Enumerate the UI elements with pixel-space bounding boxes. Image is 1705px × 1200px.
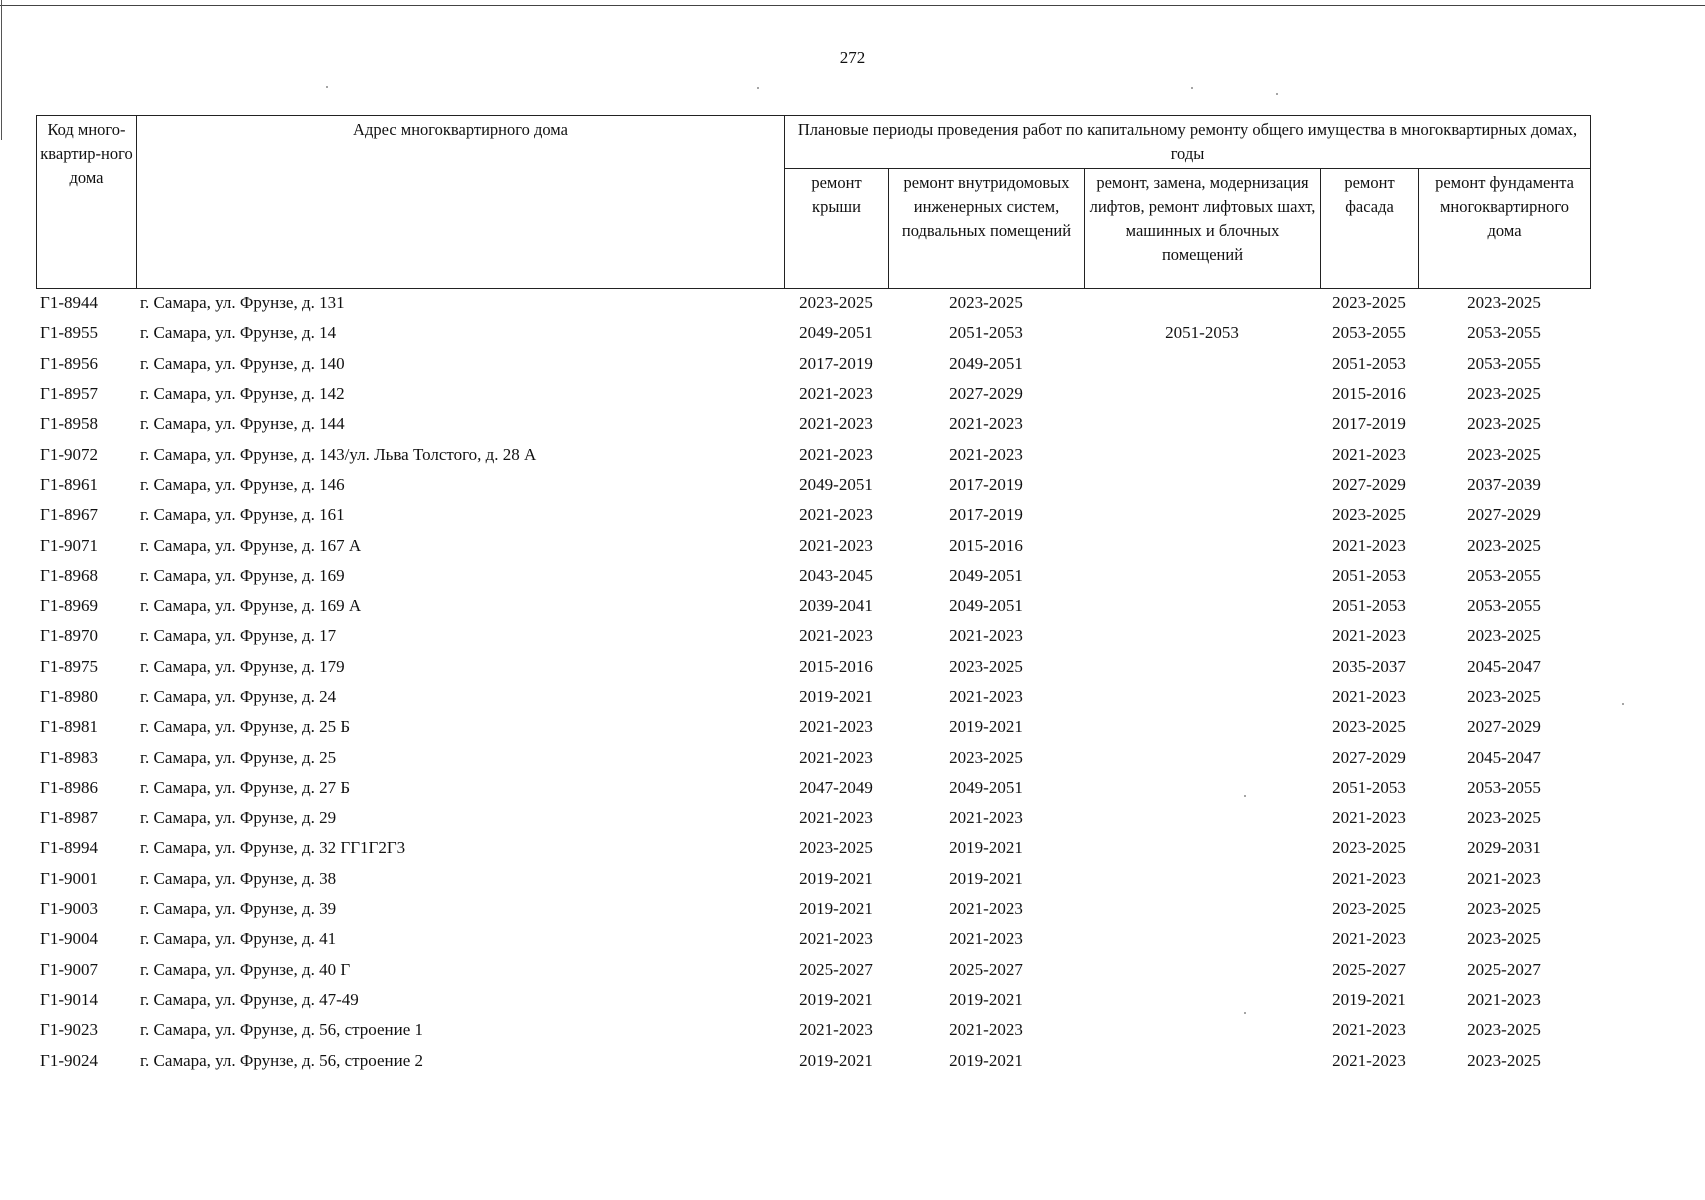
row-foundation: 2053-2055 bbox=[1467, 565, 1541, 585]
scan-speck bbox=[326, 86, 328, 88]
row-code: Г1-8981 bbox=[40, 717, 98, 737]
row-systems: 2019-2021 bbox=[949, 1050, 1023, 1070]
table-row bbox=[36, 682, 1590, 712]
header-address: Адрес многоквартирного дома bbox=[137, 116, 785, 289]
row-systems: 2019-2021 bbox=[949, 868, 1023, 888]
row-code: Г1-9003 bbox=[40, 899, 98, 919]
table-row bbox=[36, 439, 1590, 469]
row-address: г. Самара, ул. Фрунзе, д. 56, строение 2 bbox=[140, 1050, 424, 1070]
row-roof: 2023-2025 bbox=[799, 838, 873, 858]
row-address: г. Самара, ул. Фрунзе, д. 169 А bbox=[140, 596, 362, 616]
row-roof: 2049-2051 bbox=[799, 323, 873, 343]
table-row bbox=[36, 470, 1590, 500]
row-address: г. Самара, ул. Фрунзе, д. 17 bbox=[140, 626, 337, 646]
row-code: Г1-8975 bbox=[40, 656, 98, 676]
table-row bbox=[36, 318, 1590, 348]
row-facade: 2021-2023 bbox=[1332, 929, 1406, 949]
row-foundation: 2023-2025 bbox=[1467, 414, 1541, 434]
row-facade: 2021-2023 bbox=[1332, 868, 1406, 888]
row-code: Г1-8968 bbox=[40, 565, 98, 585]
row-facade: 2051-2053 bbox=[1332, 565, 1406, 585]
scan-speck bbox=[757, 87, 759, 89]
row-roof: 2019-2021 bbox=[799, 868, 873, 888]
row-foundation: 2023-2025 bbox=[1467, 687, 1541, 706]
row-foundation: 2023-2025 bbox=[1467, 293, 1541, 313]
row-facade: 2015-2016 bbox=[1332, 384, 1406, 404]
row-foundation: 2023-2025 bbox=[1467, 444, 1541, 464]
row-foundation: 2027-2029 bbox=[1467, 717, 1541, 737]
row-facade: 2021-2023 bbox=[1332, 444, 1406, 464]
row-code: Г1-9007 bbox=[40, 959, 98, 979]
row-address: г. Самара, ул. Фрунзе, д. 38 bbox=[140, 868, 337, 888]
row-facade: 2051-2053 bbox=[1332, 596, 1406, 616]
row-code: Г1-9023 bbox=[40, 1020, 98, 1040]
row-facade: 2035-2037 bbox=[1332, 656, 1406, 676]
row-foundation: 2023-2025 bbox=[1467, 1020, 1541, 1040]
row-address: г. Самара, ул. Фрунзе, д. 179 bbox=[140, 656, 345, 676]
header-code: Код много-квартир-ного дома bbox=[37, 116, 137, 289]
row-systems: 2023-2025 bbox=[949, 293, 1023, 313]
row-roof: 2021-2023 bbox=[799, 717, 873, 737]
row-systems: 2021-2023 bbox=[949, 899, 1023, 919]
row-code: Г1-8969 bbox=[40, 596, 98, 616]
row-facade: 2021-2023 bbox=[1332, 687, 1406, 706]
table-row bbox=[36, 924, 1590, 954]
table-row bbox=[36, 288, 1590, 318]
scan-speck bbox=[1276, 93, 1278, 95]
header-lifts: ремонт, замена, модернизация лифтов, ремонт лифтовых шахт, машинных и блочных помещений bbox=[1085, 169, 1321, 289]
row-address: г. Самара, ул. Фрунзе, д. 40 Г bbox=[140, 959, 351, 979]
header-roof: ремонт крыши bbox=[785, 169, 889, 289]
row-code: Г1-9004 bbox=[40, 929, 98, 949]
row-facade: 2023-2025 bbox=[1332, 505, 1406, 525]
row-systems: 2019-2021 bbox=[949, 717, 1023, 737]
row-roof: 2019-2021 bbox=[799, 899, 873, 919]
row-code: Г1-8961 bbox=[40, 474, 98, 494]
row-foundation: 2029-2031 bbox=[1467, 838, 1541, 858]
row-systems: 2049-2051 bbox=[949, 353, 1023, 373]
row-systems: 2049-2051 bbox=[949, 777, 1023, 797]
row-roof: 2021-2023 bbox=[799, 384, 873, 404]
row-code: Г1-9072 bbox=[40, 444, 98, 464]
table-row bbox=[36, 591, 1590, 621]
row-roof: 2021-2023 bbox=[799, 505, 873, 525]
row-address: г. Самара, ул. Фрунзе, д. 144 bbox=[140, 414, 345, 434]
row-foundation: 2037-2039 bbox=[1467, 474, 1541, 494]
row-roof: 2047-2049 bbox=[799, 777, 873, 797]
row-address: г. Самара, ул. Фрунзе, д. 161 bbox=[140, 505, 345, 525]
table-row bbox=[36, 561, 1590, 591]
row-facade: 2023-2025 bbox=[1332, 717, 1406, 737]
row-address: г. Самара, ул. Фрунзе, д. 142 bbox=[140, 384, 345, 404]
row-foundation: 2021-2023 bbox=[1467, 868, 1541, 888]
row-facade: 2027-2029 bbox=[1332, 747, 1406, 767]
row-systems: 2049-2051 bbox=[949, 565, 1023, 585]
row-code: Г1-8987 bbox=[40, 808, 98, 828]
row-roof: 2017-2019 bbox=[799, 353, 873, 373]
row-roof: 2019-2021 bbox=[799, 687, 873, 706]
table-header bbox=[36, 115, 1591, 289]
row-foundation: 2023-2025 bbox=[1467, 899, 1541, 919]
row-systems: 2021-2023 bbox=[949, 687, 1023, 706]
row-address: г. Самара, ул. Фрунзе, д. 39 bbox=[140, 899, 337, 919]
row-code: Г1-8986 bbox=[40, 777, 98, 797]
table-row bbox=[36, 1045, 1590, 1075]
row-facade: 2051-2053 bbox=[1332, 777, 1406, 797]
row-facade: 2025-2027 bbox=[1332, 959, 1406, 979]
table-row bbox=[36, 712, 1590, 742]
table-row bbox=[36, 864, 1590, 894]
row-roof: 2049-2051 bbox=[799, 474, 873, 494]
scan-speck bbox=[1622, 703, 1624, 705]
table-row bbox=[36, 500, 1590, 530]
scan-left-border bbox=[1, 0, 2, 140]
row-facade: 2021-2023 bbox=[1332, 1020, 1406, 1040]
table-row bbox=[36, 1015, 1590, 1045]
row-address: г. Самара, ул. Фрунзе, д. 27 Б bbox=[140, 777, 351, 797]
row-address: г. Самара, ул. Фрунзе, д. 143/ул. Льва Толстого, д. 28 А bbox=[140, 444, 537, 464]
row-foundation: 2023-2025 bbox=[1467, 929, 1541, 949]
row-code: Г1-8956 bbox=[40, 353, 98, 373]
row-foundation: 2045-2047 bbox=[1467, 747, 1541, 767]
table-row bbox=[36, 652, 1590, 682]
table-row bbox=[36, 803, 1590, 833]
row-roof: 2025-2027 bbox=[799, 959, 873, 979]
header-systems: ремонт внутридомовых инженерных систем, подвальных помещений bbox=[889, 169, 1085, 289]
row-systems: 2015-2016 bbox=[949, 535, 1023, 555]
row-systems: 2027-2029 bbox=[949, 384, 1023, 404]
row-lifts: 2051-2053 bbox=[1165, 323, 1239, 343]
row-foundation: 2053-2055 bbox=[1467, 777, 1541, 797]
row-facade: 2021-2023 bbox=[1332, 808, 1406, 828]
table-row bbox=[36, 773, 1590, 803]
row-code: Г1-8970 bbox=[40, 626, 98, 646]
row-foundation: 2023-2025 bbox=[1467, 626, 1541, 646]
row-systems: 2021-2023 bbox=[949, 808, 1023, 828]
row-roof: 2023-2025 bbox=[799, 293, 873, 313]
row-address: г. Самара, ул. Фрунзе, д. 56, строение 1 bbox=[140, 1020, 424, 1040]
table-row bbox=[36, 742, 1590, 772]
row-roof: 2021-2023 bbox=[799, 1020, 873, 1040]
row-roof: 2021-2023 bbox=[799, 444, 873, 464]
row-address: г. Самара, ул. Фрунзе, д. 24 bbox=[140, 687, 337, 706]
row-facade: 2053-2055 bbox=[1332, 323, 1406, 343]
row-systems: 2051-2053 bbox=[949, 323, 1023, 343]
row-foundation: 2021-2023 bbox=[1467, 989, 1541, 1009]
row-foundation: 2023-2025 bbox=[1467, 808, 1541, 828]
row-roof: 2021-2023 bbox=[799, 414, 873, 434]
row-address: г. Самара, ул. Фрунзе, д. 41 bbox=[140, 929, 337, 949]
row-code: Г1-9001 bbox=[40, 868, 98, 888]
row-facade: 2023-2025 bbox=[1332, 899, 1406, 919]
row-facade: 2017-2019 bbox=[1332, 414, 1406, 434]
row-address: г. Самара, ул. Фрунзе, д. 146 bbox=[140, 474, 345, 494]
row-code: Г1-9024 bbox=[40, 1050, 98, 1070]
row-systems: 2021-2023 bbox=[949, 929, 1023, 949]
row-roof: 2015-2016 bbox=[799, 656, 873, 676]
row-address: г. Самара, ул. Фрунзе, д. 169 bbox=[140, 565, 345, 585]
row-address: г. Самара, ул. Фрунзе, д. 47-49 bbox=[140, 989, 359, 1009]
row-foundation: 2053-2055 bbox=[1467, 353, 1541, 373]
scan-speck bbox=[1244, 1012, 1246, 1014]
row-code: Г1-8944 bbox=[40, 293, 98, 313]
row-facade: 2023-2025 bbox=[1332, 838, 1406, 858]
table-row bbox=[36, 409, 1590, 439]
scan-top-border bbox=[0, 5, 1705, 6]
row-code: Г1-8955 bbox=[40, 323, 98, 343]
row-facade: 2027-2029 bbox=[1332, 474, 1406, 494]
row-code: Г1-8958 bbox=[40, 414, 98, 434]
header-foundation: ремонт фундамента многоквартирного дома bbox=[1419, 169, 1591, 289]
row-roof: 2019-2021 bbox=[799, 989, 873, 1009]
row-foundation: 2027-2029 bbox=[1467, 505, 1541, 525]
table-row bbox=[36, 894, 1590, 924]
row-code: Г1-8983 bbox=[40, 747, 98, 767]
row-systems: 2023-2025 bbox=[949, 656, 1023, 676]
table-body bbox=[36, 288, 1590, 1076]
row-roof: 2021-2023 bbox=[799, 626, 873, 646]
row-roof: 2019-2021 bbox=[799, 1050, 873, 1070]
table-row bbox=[36, 379, 1590, 409]
row-facade: 2051-2053 bbox=[1332, 353, 1406, 373]
table-row bbox=[36, 621, 1590, 651]
row-facade: 2021-2023 bbox=[1332, 626, 1406, 646]
row-facade: 2023-2025 bbox=[1332, 293, 1406, 313]
row-facade: 2021-2023 bbox=[1332, 535, 1406, 555]
table-row bbox=[36, 955, 1590, 985]
row-facade: 2019-2021 bbox=[1332, 989, 1406, 1009]
row-systems: 2021-2023 bbox=[949, 1020, 1023, 1040]
row-address: г. Самара, ул. Фрунзе, д. 29 bbox=[140, 808, 337, 828]
row-systems: 2019-2021 bbox=[949, 838, 1023, 858]
row-address: г. Самара, ул. Фрунзе, д. 167 А bbox=[140, 535, 362, 555]
table-row bbox=[36, 985, 1590, 1015]
table-row bbox=[36, 530, 1590, 560]
row-systems: 2025-2027 bbox=[949, 959, 1023, 979]
row-systems: 2019-2021 bbox=[949, 989, 1023, 1009]
row-systems: 2017-2019 bbox=[949, 505, 1023, 525]
row-roof: 2021-2023 bbox=[799, 747, 873, 767]
row-facade: 2021-2023 bbox=[1332, 1050, 1406, 1070]
row-code: Г1-8980 bbox=[40, 687, 98, 706]
row-systems: 2017-2019 bbox=[949, 474, 1023, 494]
row-systems: 2021-2023 bbox=[949, 414, 1023, 434]
row-foundation: 2025-2027 bbox=[1467, 959, 1541, 979]
row-foundation: 2023-2025 bbox=[1467, 1050, 1541, 1070]
table-row bbox=[36, 349, 1590, 379]
row-roof: 2021-2023 bbox=[799, 535, 873, 555]
row-systems: 2021-2023 bbox=[949, 444, 1023, 464]
row-foundation: 2045-2047 bbox=[1467, 656, 1541, 676]
scan-speck bbox=[1191, 87, 1193, 89]
row-roof: 2021-2023 bbox=[799, 808, 873, 828]
header-facade: ремонт фасада bbox=[1321, 169, 1419, 289]
row-roof: 2043-2045 bbox=[799, 565, 873, 585]
row-systems: 2021-2023 bbox=[949, 626, 1023, 646]
row-foundation: 2053-2055 bbox=[1467, 596, 1541, 616]
row-address: г. Самара, ул. Фрунзе, д. 25 Б bbox=[140, 717, 351, 737]
row-address: г. Самара, ул. Фрунзе, д. 32 ГГ1Г2Г3 bbox=[140, 838, 406, 858]
row-foundation: 2053-2055 bbox=[1467, 323, 1541, 343]
row-foundation: 2023-2025 bbox=[1467, 535, 1541, 555]
row-code: Г1-8957 bbox=[40, 384, 98, 404]
row-systems: 2023-2025 bbox=[949, 747, 1023, 767]
row-address: г. Самара, ул. Фрунзе, д. 140 bbox=[140, 353, 345, 373]
row-code: Г1-9071 bbox=[40, 535, 98, 555]
row-code: Г1-9014 bbox=[40, 989, 98, 1009]
row-code: Г1-8967 bbox=[40, 505, 98, 525]
row-foundation: 2023-2025 bbox=[1467, 384, 1541, 404]
header-periods: Плановые периоды проведения работ по капитальному ремонту общего имущества в многоквартирных домах, годы bbox=[785, 116, 1591, 169]
row-systems: 2049-2051 bbox=[949, 596, 1023, 616]
table-row bbox=[36, 833, 1590, 863]
page-number: 272 bbox=[839, 48, 866, 67]
row-roof: 2021-2023 bbox=[799, 929, 873, 949]
row-code: Г1-8994 bbox=[40, 838, 98, 858]
row-address: г. Самара, ул. Фрунзе, д. 131 bbox=[140, 293, 345, 313]
row-address: г. Самара, ул. Фрунзе, д. 14 bbox=[140, 323, 337, 343]
row-address: г. Самара, ул. Фрунзе, д. 25 bbox=[140, 747, 337, 767]
scan-speck bbox=[1244, 795, 1246, 797]
row-roof: 2039-2041 bbox=[799, 596, 873, 616]
